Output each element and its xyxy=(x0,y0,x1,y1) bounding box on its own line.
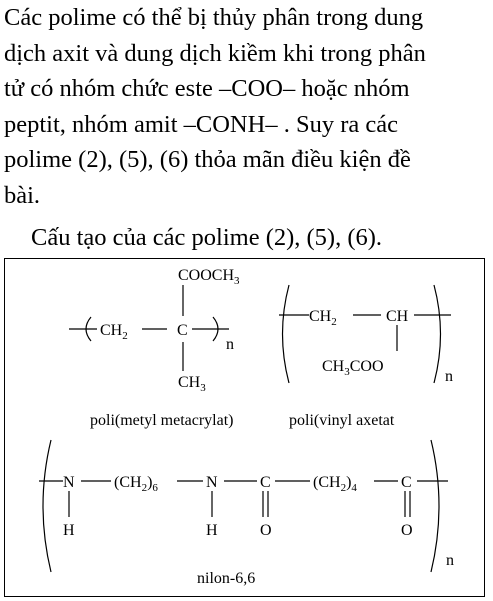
pmma-cooch3: $COOCH_3$ xyxy=(178,267,240,287)
pva-ch3coo: $CH_3COO$ xyxy=(322,358,384,378)
pmma-ch2: $CH_2$ xyxy=(100,322,128,342)
pmma-caption: poli(metyl metacrylat) xyxy=(90,412,234,429)
structures-figure xyxy=(5,259,486,598)
structures-box xyxy=(4,258,485,597)
paragraph-line: dịch axit và dung dịch kiềm khi trong phân xyxy=(4,39,426,67)
paragraph-line: peptit, nhóm amit –CONH– . Suy ra các xyxy=(4,110,398,138)
nylon-c2: C xyxy=(401,474,412,491)
nylon-ch2-4: $(CH_2)_4$ xyxy=(313,474,357,494)
nylon-h1: H xyxy=(63,522,75,539)
nylon-n1: N xyxy=(63,474,75,491)
nylon-o1: O xyxy=(260,522,272,539)
nylon-ch2-6: $(CH_2)_6$ xyxy=(114,474,158,494)
paragraph-line: Các polime có thể bị thủy phân trong dung xyxy=(4,4,424,31)
paragraph-line: tử có nhóm chức este –COO– hoặc nhóm xyxy=(4,75,410,103)
nylon-o2: O xyxy=(401,522,413,539)
structures-heading: Cấu tạo của các polime (2), (5), (6). xyxy=(31,224,383,251)
nylon-n: n xyxy=(446,552,454,569)
pmma-carbon: C xyxy=(177,322,188,339)
pmma-structure xyxy=(69,267,240,429)
pmma-ch3: $CH_3$ xyxy=(178,374,206,394)
nylon-structure xyxy=(39,440,454,587)
pva-n: n xyxy=(445,368,453,385)
pva-structure xyxy=(279,285,453,429)
paragraph-line: polime (2), (5), (6) thỏa mãn điều kiện đề xyxy=(4,146,411,174)
explanation-paragraph xyxy=(4,0,490,214)
nylon-n2: N xyxy=(206,474,218,491)
pmma-n: n xyxy=(226,336,234,353)
nylon-caption: nilon-6,6 xyxy=(197,570,256,587)
pva-ch: CH xyxy=(386,308,409,325)
pva-ch2: $CH_2$ xyxy=(309,308,337,328)
nylon-c1: C xyxy=(260,474,271,491)
nylon-h2: H xyxy=(206,522,218,539)
paragraph-line: bài. xyxy=(4,181,41,209)
pva-caption: poli(vinyl axetat xyxy=(289,412,395,429)
